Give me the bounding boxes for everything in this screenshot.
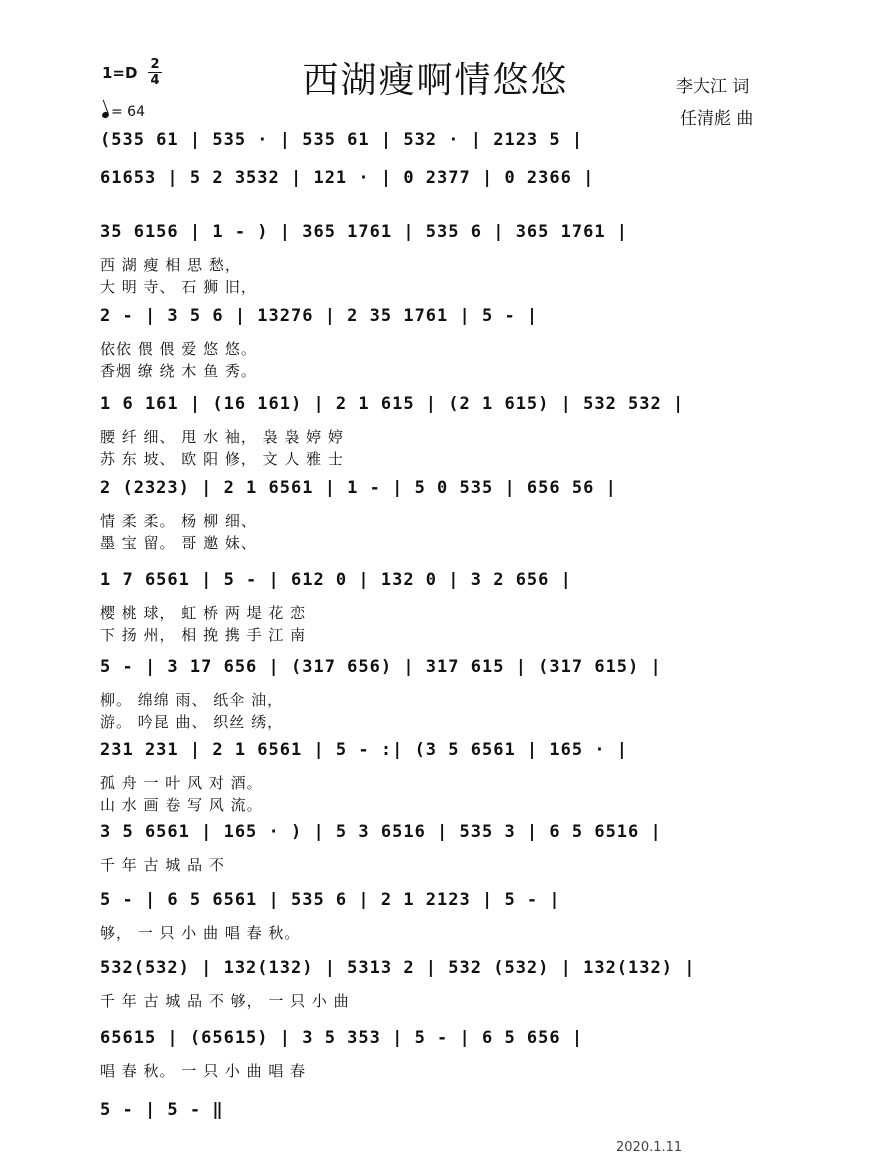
lyrics-verse-1: 情 柔 柔。 杨 柳 细、 — [100, 512, 257, 530]
lyrics-verse-1: 柳。 绵绵 雨、 纸伞 油， — [100, 691, 284, 709]
lyrics-verse-1: 依依 偎 偎 爱 悠 悠。 — [100, 340, 257, 358]
notation-line: 1 6 161 | (16 161) | 2 1 615 | (2 1 615) | 532 532 | — [100, 394, 685, 414]
date-stamp: 2020.1.11 — [616, 1140, 683, 1155]
time-signature — [148, 58, 162, 87]
lyrics-verse-1: 千 年 古 城 品 不 — [100, 856, 225, 874]
notation-line: 2 (2323) | 2 1 6561 | 1 - | 5 0 535 | 656 56 | — [100, 478, 617, 498]
lyricist-credit: 李大江 词 — [676, 77, 750, 97]
lyrics-verse-2: 下 扬 州， 相 挽 携 手 江 南 — [100, 626, 307, 644]
lyrics-verse-2: 香烟 缭 绕 木 鱼 秀。 — [100, 362, 257, 380]
lyrics-verse-1: 千 年 古 城 品 不 够， 一 只 小 曲 — [100, 992, 350, 1010]
tempo-value: = 64 — [111, 104, 145, 120]
notation-line: 5 - | 6 5 6561 | 535 6 | 2 1 2123 | 5 - | — [100, 890, 561, 910]
notation-line: (535 61 | 535 · | 535 61 | 532 · | 2123 5 | — [100, 130, 584, 150]
tempo-mark — [102, 104, 145, 120]
lyrics-verse-1: 樱 桃 球， 虹 桥 两 堤 花 恋 — [100, 604, 307, 622]
time-signature-top: 2 — [150, 57, 160, 72]
notation-line: 231 231 | 2 1 6561 | 5 - :| (3 5 6561 | 165 · | — [100, 740, 629, 760]
notation-line: 35 6156 | 1 - ) | 365 1761 | 535 6 | 365 1761 | — [100, 222, 629, 242]
notation-line: 5 - | 5 - ‖ — [100, 1100, 224, 1120]
lyrics-verse-2: 山 水 画 卷 写 风 流。 — [100, 796, 263, 814]
quarter-note-icon — [101, 111, 110, 119]
notation-line: 65615 | (65615) | 3 5 353 | 5 - | 6 5 656 | — [100, 1028, 584, 1048]
notation-line: 5 - | 3 17 656 | (317 656) | 317 615 | (317 615) | — [100, 657, 662, 677]
composer-credit: 任清彪 曲 — [680, 109, 754, 129]
lyrics-verse-2: 游。 吟昆 曲、 织丝 绣， — [100, 713, 284, 731]
lyrics-verse-2: 墨 宝 留。 哥 邀 妹、 — [100, 534, 257, 552]
notation-line: 2 - | 3 5 6 | 13276 | 2 35 1761 | 5 - | — [100, 306, 539, 326]
lyrics-verse-2: 苏 东 坡、 欧 阳 修， 文 人 雅 士 — [100, 450, 344, 468]
lyrics-verse-1: 唱 春 秋。 一 只 小 曲 唱 春 — [100, 1062, 307, 1080]
notation-line: 532(532) | 132(132) | 5313 2 | 532 (532) | 132(132) | — [100, 958, 696, 978]
lyrics-verse-1: 够， 一 只 小 曲 唱 春 秋。 — [100, 924, 301, 942]
notation-line: 1 7 6561 | 5 - | 612 0 | 132 0 | 3 2 656 | — [100, 570, 572, 590]
song-title: 西湖瘦啊情悠悠 — [302, 60, 569, 101]
key-signature: 1=D — [102, 64, 138, 82]
notation-line: 61653 | 5 2 3532 | 121 · | 0 2377 | 0 2366 | — [100, 168, 595, 188]
notation-line: 3 5 6561 | 165 · ) | 5 3 6516 | 535 3 | 6 5 6516 | — [100, 822, 662, 842]
lyrics-verse-1: 孤 舟 一 叶 风 对 酒。 — [100, 774, 263, 792]
lyrics-verse-2: 大 明 寺、 石 狮 旧， — [100, 278, 257, 296]
time-signature-bottom: 4 — [150, 73, 160, 88]
lyrics-verse-1: 腰 纤 细、 甩 水 袖， 袅 袅 婷 婷 — [100, 428, 344, 446]
lyrics-verse-1: 西 湖 瘦 相 思 愁， — [100, 256, 241, 274]
